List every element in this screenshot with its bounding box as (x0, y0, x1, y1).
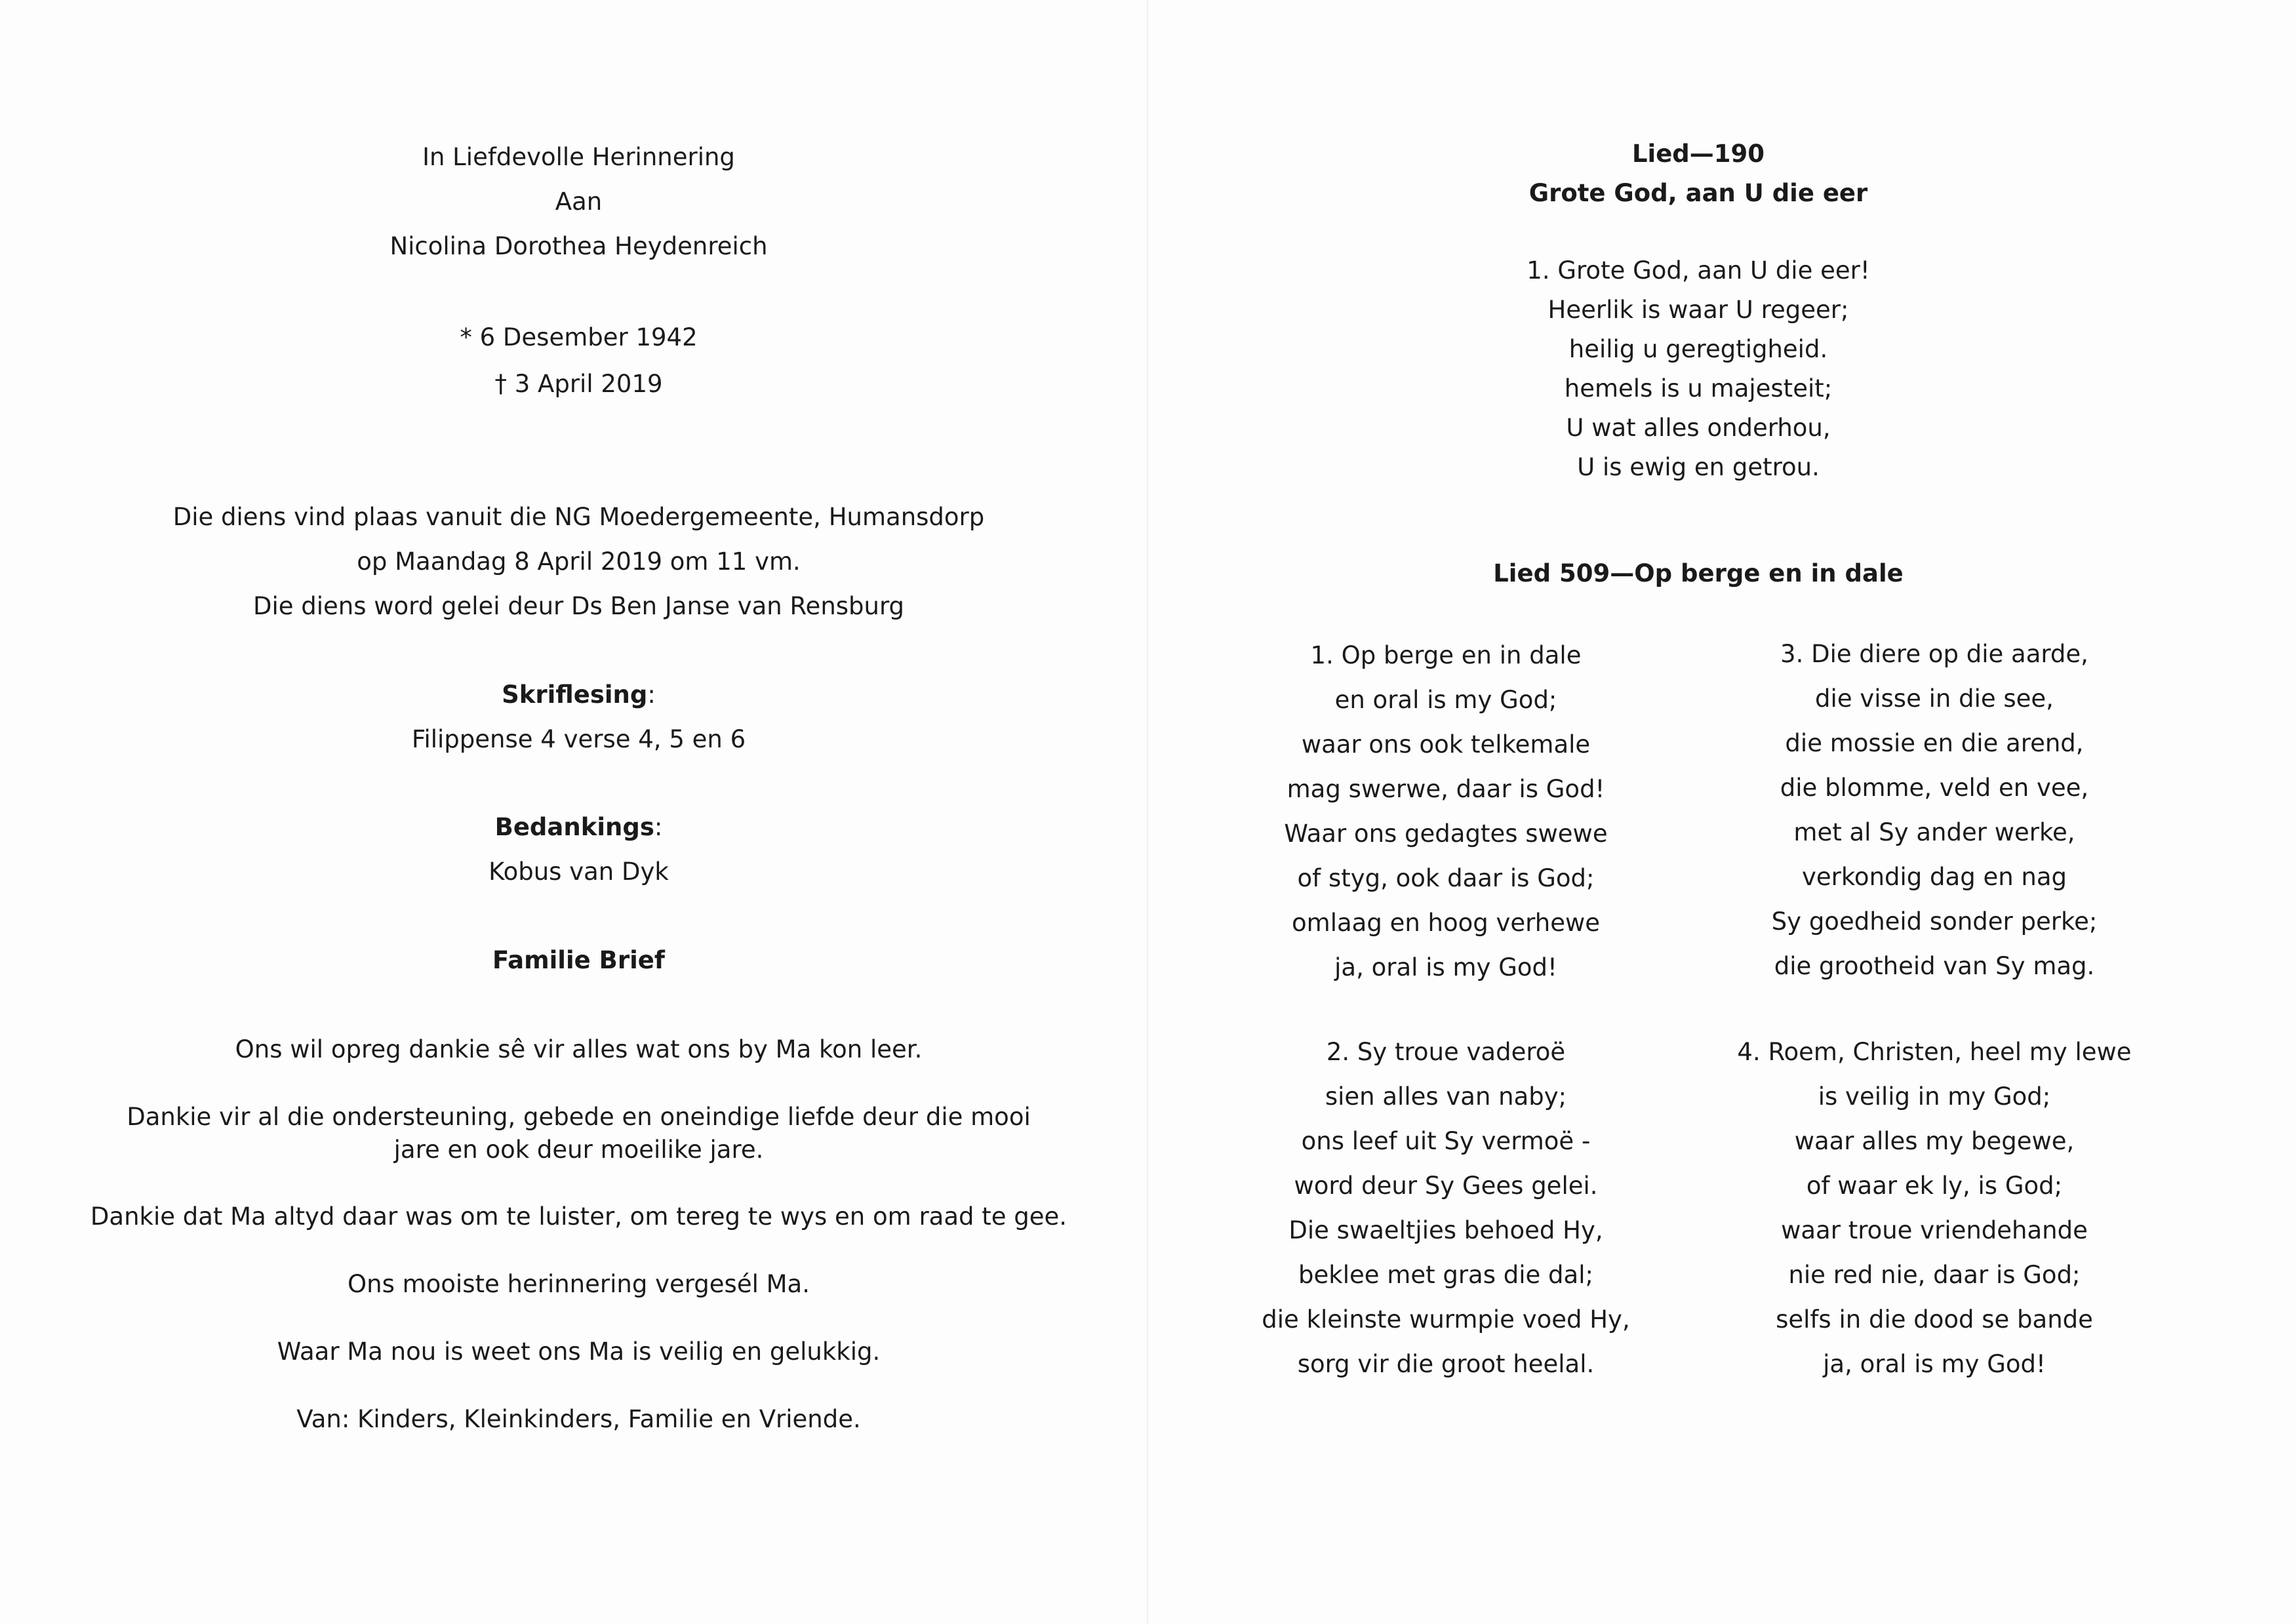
verse-3-line: verkondig dag en nag (1801, 863, 2067, 891)
verse-3-line: die grootheid van Sy mag. (1774, 952, 2095, 980)
verse-2-line: sorg vir die groot heelal. (1297, 1350, 1595, 1378)
heading-line-1: In Liefdevolle Herinnering (422, 143, 735, 171)
letter-line-7: Van: Kinders, Kleinkinders, Familie en Vriende. (296, 1405, 861, 1433)
heading-line-2: Aan (555, 188, 603, 216)
thanks-label: Bedankings (494, 813, 654, 841)
thanks-heading: Bedankings: (494, 813, 663, 841)
verse-4-line: waar alles my begewe, (1794, 1127, 2075, 1155)
verse-2-line: beklee met gras die dal; (1298, 1261, 1593, 1289)
hymn-190-line: hemels is u majesteit; (1564, 374, 1833, 403)
verse-4-line: ja, oral is my God! (1823, 1350, 2046, 1378)
verse-2-line: 2. Sy troue vaderoë (1326, 1038, 1566, 1066)
verse-3-line: 3. Die diere op die aarde, (1780, 640, 2088, 668)
letter-title: Familie Brief (492, 946, 665, 974)
letter-line-4: Dankie dat Ma altyd daar was om te luister, om tereg te wys en om raad te gee. (90, 1202, 1068, 1231)
verse-1-line: Waar ons gedagtes swewe (1284, 820, 1608, 848)
verse-2-line: sien alles van naby; (1325, 1082, 1567, 1111)
scripture-heading: Skriflesing: (502, 681, 656, 709)
verse-2-line: Die swaeltjies behoed Hy, (1288, 1216, 1603, 1244)
hymn-190-line: Heerlik is waar U regeer; (1547, 296, 1849, 324)
letter-line-1: Ons wil opreg dankie sê vir alles wat ons by Ma kon leer. (235, 1035, 923, 1063)
verse-3-line: Sy goedheid sonder perke; (1771, 907, 2098, 936)
hymn-190-title: Grote God, aan U die eer (1528, 179, 1868, 207)
verse-2-line: ons leef uit Sy vermoë - (1301, 1127, 1591, 1155)
hymn-190-number: Lied—190 (1631, 140, 1765, 168)
verse-3-line: die visse in die see, (1815, 684, 2054, 713)
page-fold (1147, 0, 1148, 1624)
verse-1-line: omlaag en hoog verhewe (1292, 909, 1600, 937)
letter-line-5: Ons mooiste herinnering vergesél Ma. (348, 1270, 810, 1298)
hymn-509-column-1 (1233, 0, 1659, 1624)
hymn-190-line: 1. Grote God, aan U die eer! (1527, 256, 1870, 285)
letter-line-6: Waar Ma nou is weet ons Ma is veilig en gelukkig. (277, 1337, 881, 1366)
verse-1-line: waar ons ook telkemale (1301, 730, 1591, 759)
verse-4-line: of waar ek ly, is God; (1806, 1172, 2063, 1200)
scripture-reference: Filippense 4 verse 4, 5 en 6 (411, 725, 746, 753)
hymn-509-column-2 (1718, 0, 2151, 1624)
letter-line-2: Dankie vir al die ondersteuning, gebede en oneindige liefde deur die mooi (127, 1103, 1031, 1131)
verse-1-line: of styg, ook daar is God; (1297, 864, 1595, 892)
verse-3-line: die mossie en die arend, (1785, 729, 2084, 757)
service-line-1: Die diens vind plaas vanuit die NG Moedergemeente, Humansdorp (172, 503, 985, 531)
hymn-190-line: U wat alles onderhou, (1566, 414, 1831, 442)
hymn-509-title: Lied 509—Op berge en in dale (1493, 559, 1904, 587)
hymn-190-line: heilig u geregtigheid. (1568, 335, 1828, 363)
scripture-label: Skriflesing (502, 681, 648, 709)
service-line-3: Die diens word gelei deur Ds Ben Janse van Rensburg (252, 592, 905, 620)
verse-1-line: mag swerwe, daar is God! (1287, 775, 1605, 803)
verse-4-line: 4. Roem, Christen, heel my lewe (1737, 1038, 2132, 1066)
verse-2-line: die kleinste wurmpie voed Hy, (1262, 1305, 1630, 1334)
birth-date: * 6 Desember 1942 (460, 323, 698, 351)
letter-line-3: jare en ook deur moeilike jare. (393, 1136, 764, 1164)
service-line-2: op Maandag 8 April 2019 om 11 vm. (357, 547, 801, 576)
verse-1-line: 1. Op berge en in dale (1310, 641, 1582, 669)
verse-3-line: die blomme, veld en vee, (1780, 774, 2089, 802)
verse-3-line: met al Sy ander werke, (1793, 818, 2075, 846)
thanks-name: Kobus van Dyk (489, 858, 669, 886)
left-page (66, 0, 1092, 1624)
death-date: † 3 April 2019 (494, 370, 663, 398)
verse-1-line: en oral is my God; (1334, 686, 1557, 714)
verse-1-line: ja, oral is my God! (1334, 953, 1557, 981)
deceased-name: Nicolina Dorothea Heydenreich (389, 232, 768, 260)
verse-4-line: selfs in die dood se bande (1776, 1305, 2093, 1334)
verse-4-line: waar troue vriendehande (1781, 1216, 2088, 1244)
verse-2-line: word deur Sy Gees gelei. (1294, 1172, 1598, 1200)
verse-4-line: is veilig in my God; (1818, 1082, 2051, 1111)
hymn-190-line: U is ewig en getrou. (1577, 453, 1820, 481)
verse-4-line: nie red nie, daar is God; (1788, 1261, 2081, 1289)
